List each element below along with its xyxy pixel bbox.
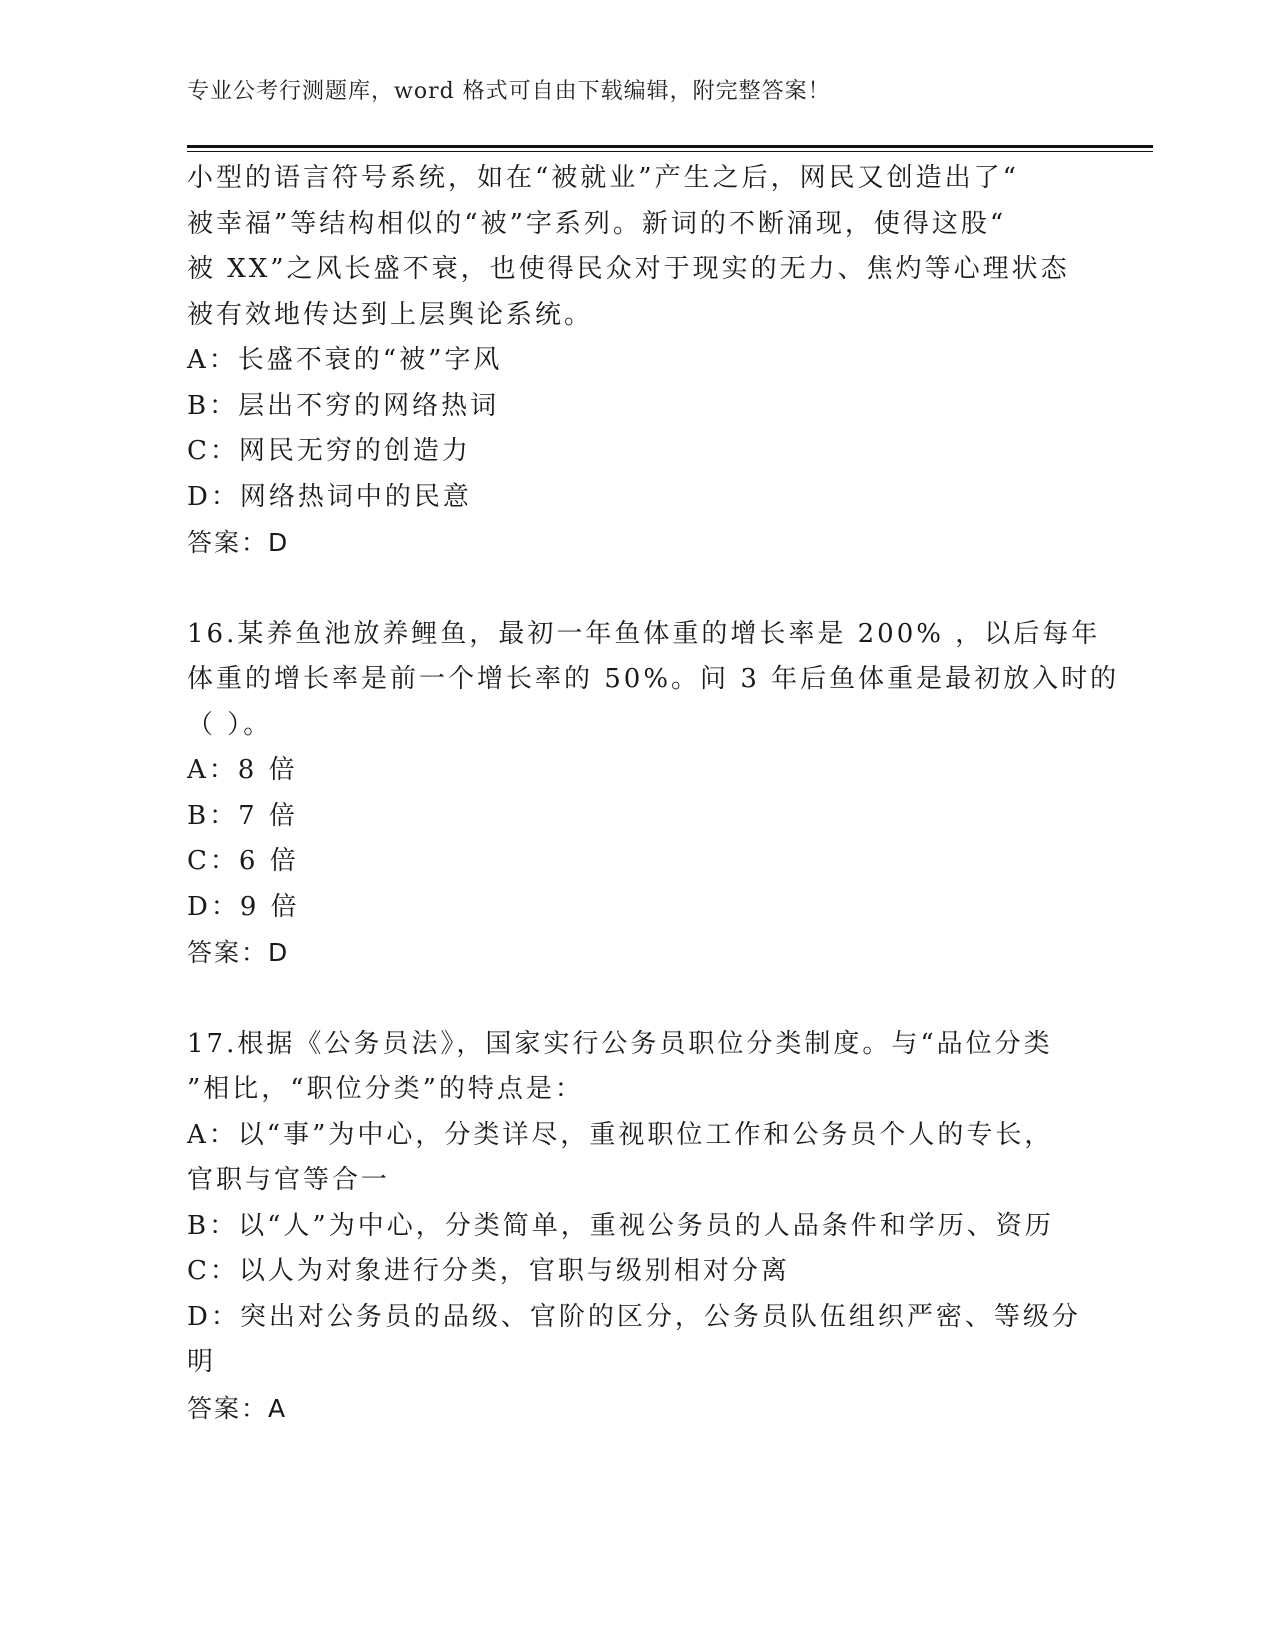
question-text-line: 被幸福”等结构相似的“被”字系列。新词的不断涌现，使得这股“ (187, 208, 1007, 239)
question-text-line: 被有效地传达到上层舆论系统。 (187, 299, 594, 330)
answer: 答案：A (187, 1393, 288, 1423)
document-body (187, 156, 1120, 1431)
question-15 (187, 156, 1087, 566)
option-b: B：以“人”为中心，分类简单，重视公务员的人品条件和学历、资历 (187, 1210, 1054, 1241)
spacer (187, 566, 1087, 612)
option-d: D：网络热词中的民意 (187, 481, 472, 512)
option-c: C：6 倍 (187, 846, 299, 876)
header-rule-thin (187, 151, 1153, 152)
option-c: C：网民无穷的创造力 (187, 436, 471, 466)
option-a-continued: 官职与官等合一 (187, 1165, 391, 1195)
answer: 答案：D (187, 528, 290, 557)
question-text-line: ”相比，“职位分类”的特点是： (187, 1074, 584, 1104)
option-c: C：以人为对象进行分类，官职与级别相对分离 (187, 1256, 790, 1286)
option-d: D：9 倍 (187, 891, 300, 922)
option-b: B：层出不穷的网络热词 (187, 390, 500, 421)
option-a: A：长盛不衰的“被”字风 (187, 345, 503, 375)
option-b: B：7 倍 (187, 800, 298, 831)
question-17 (187, 1022, 1087, 1432)
answer: 答案：D (187, 938, 290, 967)
question-text-line: 被 XX”之风长盛不衰，也使得民众对于现实的无力、焦灼等心理状态 (187, 254, 1070, 284)
spacer (187, 976, 1087, 1022)
question-text-line: 17.根据《公务员法》，国家实行公务员职位分类制度。与“品位分类 (187, 1028, 1053, 1059)
header-rule-thick (187, 145, 1153, 148)
page-header: 专业公考行测题库，word 格式可自由下载编辑，附完整答案！ (187, 79, 831, 104)
option-d-continued: 明 (187, 1347, 217, 1377)
question-text-line: （ ）。 (187, 709, 273, 740)
question-16 (187, 612, 1120, 976)
question-text-line: 体重的增长率是前一个增长率的 50%。问 3 年后鱼体重是最初放入时的 (187, 664, 1120, 694)
question-text-line: 小型的语言符号系统，如在“被就业”产生之后，网民又创造出了“ (187, 163, 1019, 193)
option-d: D：突出对公务员的品级、官阶的区分，公务员队伍组织严密、等级分 (187, 1301, 1081, 1332)
option-a: A：以“事”为中心，分类详尽，重视职位工作和公务员个人的专长， (187, 1119, 1054, 1150)
option-a: A：8 倍 (187, 755, 298, 785)
question-text-line: 16.某养鱼池放养鲤鱼，最初一年鱼体重的增长率是 200% ，以后每年 (187, 618, 1101, 649)
